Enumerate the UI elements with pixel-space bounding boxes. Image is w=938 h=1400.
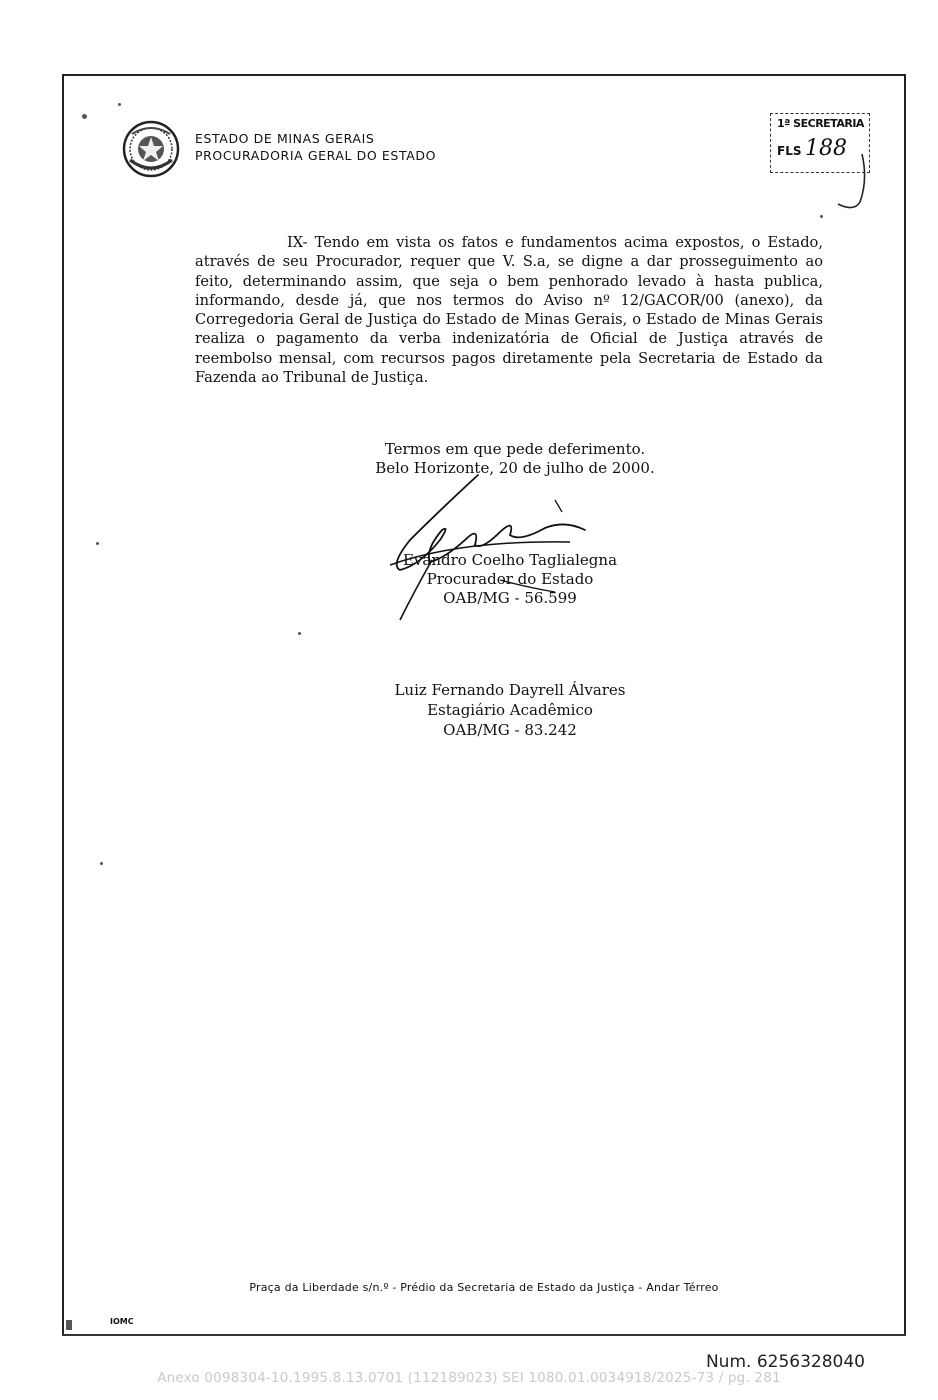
- office-name: PROCURADORIA GERAL DO ESTADO: [195, 148, 437, 163]
- scan-speck: [66, 1320, 72, 1330]
- intern-oab: OAB/MG - 83.242: [443, 721, 577, 739]
- footer-address: Praça da Liberdade s/n.º - Prédio da Secretaria de Estado da Justiça - Andar Térreo: [249, 1281, 719, 1294]
- closing-place-date: Belo Horizonte, 20 de julho de 2000.: [375, 459, 655, 477]
- scan-speck: [298, 632, 301, 635]
- stamp-label: 1ª SECRETARIA: [777, 117, 864, 130]
- scan-speck: [82, 114, 87, 119]
- closing-request: Termos em que pede deferimento.: [384, 440, 646, 458]
- intern-block: [380, 680, 640, 740]
- sei-watermark: Anexo 0098304-10.1995.8.13.0701 (112189023) SEI 1080.01.0034918/2025-73 / pg. 281: [157, 1370, 781, 1386]
- signer-name: Evandro Coelho Taglialegna: [402, 551, 618, 569]
- stamp-sheet-label: FLS: [777, 144, 802, 158]
- petition-paragraph: [195, 233, 823, 387]
- scan-speck: [96, 542, 99, 545]
- signer-block: [380, 551, 640, 608]
- signer-oab: OAB/MG - 56.599: [443, 589, 577, 607]
- page-bottom-border: [62, 1334, 906, 1336]
- state-name: ESTADO DE MINAS GERAIS: [195, 131, 375, 146]
- scan-speck: [820, 215, 823, 218]
- letterhead: [195, 130, 436, 164]
- stamp-pen-stroke: [828, 150, 868, 214]
- intern-title: Estagiário Acadêmico: [427, 701, 593, 719]
- intern-name: Luiz Fernando Dayrell Álvares: [394, 681, 626, 699]
- petition-text: IX- Tendo em vista os fatos e fundamentos acima expostos, o Estado, através de seu Procurador, requer que V. S.a, se digne a dar prosseguimento ao feito, determinando assim, que seja o bem penhorado levado à hasta publica, informando, desde já, que nos termos do Aviso nº 12/GACOR/00 (anexo), da Corregedoria Geral de Justiça do Estado de Minas Gerais, o Estado de Minas Gerais realiza o pagamento da verba indenizatória de Oficial de Justiça através de reembolso mensal, com recursos pagos diretamente pela Secretaria de Estado da Fazenda ao Tribunal de Justiça.: [195, 234, 823, 387]
- stamp-sheet-number: 188: [805, 136, 847, 161]
- scan-speck: [118, 103, 121, 106]
- document-number: Num. 6256328040: [705, 1352, 865, 1372]
- printer-mark: IOMC: [110, 1317, 134, 1326]
- signer-title: Procurador do Estado: [426, 570, 594, 588]
- coat-of-arms-icon: [122, 120, 180, 178]
- scan-speck: [100, 862, 103, 865]
